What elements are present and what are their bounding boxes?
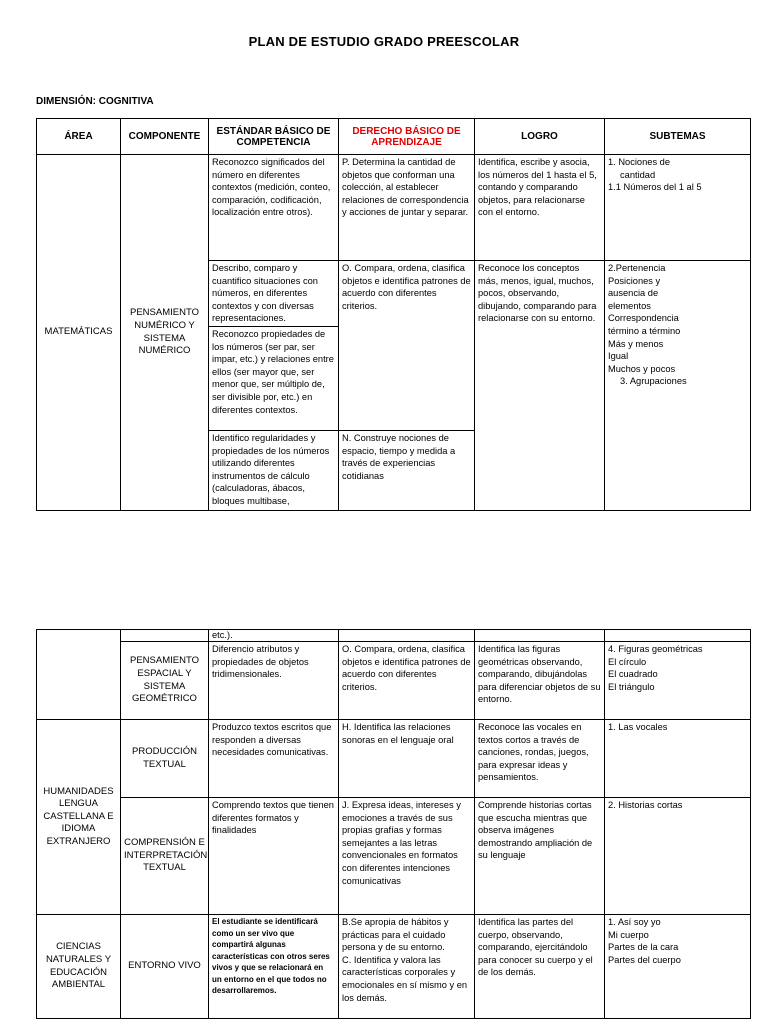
- area-cell: [37, 630, 121, 720]
- subtema-line: Mi cuerpo: [608, 929, 649, 940]
- estandar-cell: etc.).: [209, 630, 339, 642]
- subtema-line: El círculo: [608, 656, 647, 667]
- dimension-label: DIMENSIÓN: COGNITIVA: [36, 96, 154, 107]
- componente-cell: [121, 630, 209, 642]
- componente-cell: PENSAMIENTO ESPACIAL Y SISTEMA GEOMÉTRICO: [121, 642, 209, 720]
- subtema-line: 3. Agrupaciones: [620, 376, 687, 387]
- subtemas-cell: [605, 155, 751, 261]
- derecho-cell: J. Expresa ideas, intereses y emociones a través de sus propias grafías y formas semejantes a las letras convencionales en formatos con diferentes intenciones comunicativas: [339, 798, 475, 915]
- area-cell: MATEMÁTICAS: [37, 155, 121, 511]
- derecho-cell: H. Identifica las relaciones sonoras en el lenguaje oral: [339, 720, 475, 798]
- componente-cell: PRODUCCIÓN TEXTUAL: [121, 720, 209, 798]
- subtema-line: 4. Figuras geométricas: [608, 644, 703, 654]
- subtema-line: ausencia de: [608, 288, 659, 299]
- header-derecho: DERECHO BÁSICO DE APRENDIZAJE: [339, 119, 475, 155]
- subtema-line: 1.1 Números del 1 al 5: [608, 182, 702, 193]
- subtema-line: Correspondencia: [608, 313, 679, 324]
- study-plan-table-1: [36, 118, 751, 511]
- subtema-line: 1. Nociones de: [608, 157, 671, 167]
- estandar-cell: Comprendo textos que tienen diferentes formatos y finalidades: [209, 798, 339, 915]
- derecho-line: B.Se apropia de hábitos y prácticas para el cuidado persona y de su entorno.: [342, 917, 449, 953]
- estandar-cell: Reconozco propiedades de los números (ser par, ser impar, etc.) y relaciones entre ellos (ser mayor que, ser menor que, ser múltiplo de, ser divisible por, etc.) en diferentes contextos.: [209, 327, 339, 431]
- subtemas-cell: [605, 630, 751, 642]
- header-componente: COMPONENTE: [121, 119, 209, 155]
- subtema-line: Más y menos: [608, 338, 664, 349]
- page-title: PLAN DE ESTUDIO GRADO PREESCOLAR: [248, 34, 520, 49]
- estandar-cell: Produzco textos escritos que responden a diversas necesidades comunicativas.: [209, 720, 339, 798]
- derecho-cell: O. Compara, ordena, clasifica objetos e identifica patrones de acuerdo con diferentes criterios.: [339, 261, 475, 431]
- estandar-cell: Identifico regularidades y propiedades de los números utilizando diferentes instrumentos de cálculo (calculadoras, ábacos, bloques multibase,: [209, 431, 339, 511]
- derecho-cell: [339, 630, 475, 642]
- area-cell: HUMANIDADES LENGUA CASTELLANA E IDIOMA EXTRANJERO: [37, 720, 121, 915]
- subtema-line: Partes del cuerpo: [608, 954, 681, 965]
- subtema-line: El cuadrado: [608, 669, 658, 680]
- subtema-line: elementos: [608, 300, 651, 311]
- estandar-cell: El estudiante se identificará como un ser vivo que compartirá algunas características con otros seres vivos y que se relacionará en un entorno en el que todos no desarrollaremos.: [209, 915, 339, 1019]
- subtemas-cell: [605, 642, 751, 720]
- subtemas-cell: 1. Las vocales: [605, 720, 751, 798]
- derecho-cell: O. Compara, ordena, clasifica objetos e identifica patrones de acuerdo con diferentes criterios.: [339, 642, 475, 720]
- subtema-line: Partes de la cara: [608, 942, 679, 953]
- subtemas-cell: 2. Historias cortas: [605, 798, 751, 915]
- subtemas-cell: [605, 261, 751, 511]
- subtemas-cell: [605, 915, 751, 1019]
- derecho-cell: P. Determina la cantidad de objetos que conforman una colección, al establecer relaciones de correspondencia y acciones de juntar y separar.: [339, 155, 475, 261]
- subtema-line: Posiciones y: [608, 275, 661, 286]
- header-area: ÁREA: [37, 119, 121, 155]
- subtema-line: cantidad: [620, 169, 656, 180]
- subtema-line: Igual: [608, 351, 629, 362]
- componente-cell: COMPRENSIÓN E INTERPRETACIÓN TEXTUAL: [121, 798, 209, 915]
- header-logro: LOGRO: [475, 119, 605, 155]
- logro-cell: [475, 630, 605, 642]
- area-cell: CIENCIAS NATURALES Y EDUCACIÓN AMBIENTAL: [37, 915, 121, 1019]
- logro-cell: Reconoce los conceptos más, menos, igual, muchos, pocos, observando, dibujando, comparando para relacionarse con su entorno.: [475, 261, 605, 511]
- subtema-line: término a término: [608, 325, 681, 336]
- estandar-cell: Describo, comparo y cuantifico situaciones con números, en diferentes contextos y con diversas representaciones.: [209, 261, 339, 327]
- header-estandar: ESTÁNDAR BÁSICO DE COMPETENCIA: [209, 119, 339, 155]
- study-plan-table-2: [36, 629, 751, 1019]
- estandar-cell: Reconozco significados del número en diferentes contextos (medición, conteo, comparación, codificación, localización entre otros).: [209, 155, 339, 261]
- subtema-line: 1. Así soy yo: [608, 917, 661, 927]
- derecho-cell: [339, 915, 475, 1019]
- componente-cell: ENTORNO VIVO: [121, 915, 209, 1019]
- header-subtemas: SUBTEMAS: [605, 119, 751, 155]
- logro-cell: Identifica las partes del cuerpo, observando, comparando, ejercitándolo para conocer su cuerpo y el de los demás.: [475, 915, 605, 1019]
- logro-cell: Comprende historias cortas que escucha mientras que observa imágenes demostrando ampliación de su lenguaje: [475, 798, 605, 915]
- subtema-line: 2.Pertenencia: [608, 263, 666, 273]
- subtema-line: Muchos y pocos: [608, 363, 676, 374]
- derecho-line: C. Identifica y valora las características corporales y emocionales en sí mismo y en los demás.: [342, 954, 468, 1003]
- estandar-cell: Diferencio atributos y propiedades de objetos tridimensionales.: [209, 642, 339, 720]
- subtema-line: El triángulo: [608, 681, 655, 692]
- derecho-cell: N. Construye nociones de espacio, tiempo y medida a través de experiencias cotidianas: [339, 431, 475, 511]
- logro-cell: Identifica, escribe y asocia, los números del 1 hasta el 5, contando y comparando objetos, para relacionarse con el entorno.: [475, 155, 605, 261]
- logro-cell: Reconoce las vocales en textos cortos a través de canciones, rondas, juegos, para expresar ideas y pensamientos.: [475, 720, 605, 798]
- componente-cell: PENSAMIENTO NUMÉRICO Y SISTEMA NUMÉRICO: [121, 155, 209, 511]
- logro-cell: Identifica las figuras geométricas observando, comparando, dibujándolas para diferenciar objetos de su entorno.: [475, 642, 605, 720]
